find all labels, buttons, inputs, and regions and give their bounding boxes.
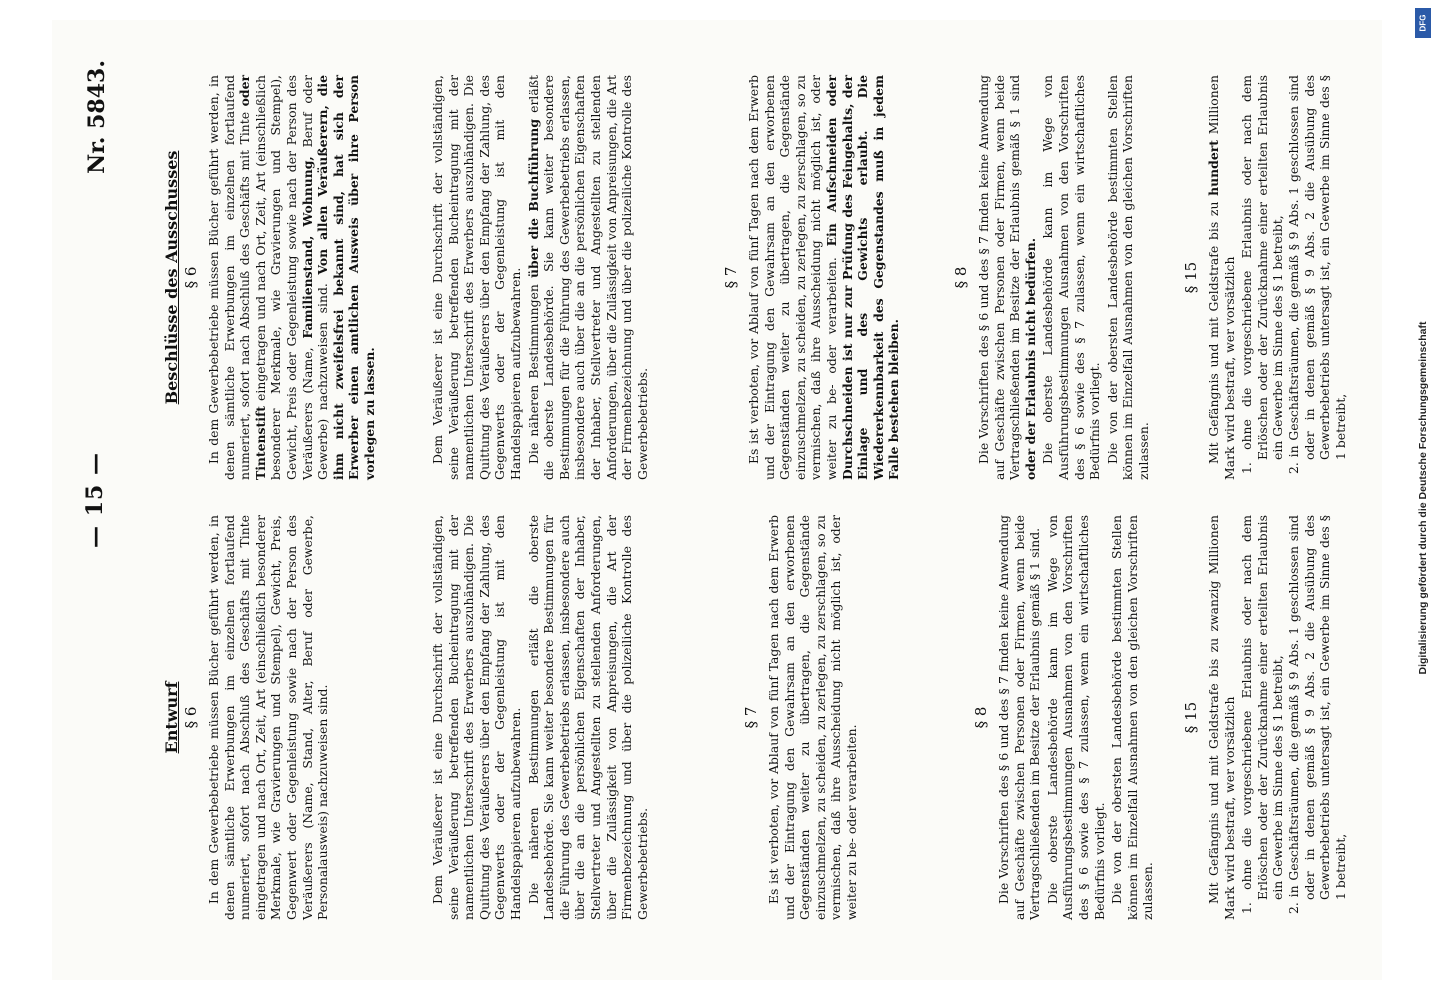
- paragraph: Dem Veräußerer ist eine Durchschrift der vollständigen, seine Veräußerung betreffenden Bucheintragung mit der namentlichen Unterschrift des Erwerbers auszuhändigen. Die Quittung des Veräußerers über den Empfang der Zahlung, des Gegenwerts oder der Gegenleistung ist mit den Handelspapieren aufzubewahren.: [430, 515, 523, 920]
- text-run: Die näheren Bestimmungen: [525, 277, 541, 464]
- paragraph: In dem Gewerbebetriebe müssen Bücher geführt werden, in denen sämtliche Erwerbungen im einzelnen fortlaufend numeriert, sofort nach Abschluß des Geschäfts mit Tinte eingetragen und nach Ort, Zeit, Art (einschließlich besonderer Merkmale, wie Gravierungen und Stempel), Gewicht, Preis, Gegenwert oder Gegenleistung sowie nach der Person des Veräußerers (Name, Stand, Alter, Beruf oder Gewerbe, Personalausweis) nachzuweisen sind.: [206, 515, 331, 920]
- paragraph: Die von der obersten Landesbehörde bestimmten Stellen können im Einzelfall Ausnahmen von den gleichen Vorschriften zulassen.: [1104, 75, 1151, 480]
- amended-text: oder der Erlaubnis nicht bedürfen.: [1022, 237, 1038, 480]
- text-run: In dem Gewerbebetriebe müssen Bücher geführt werden, in denen sämtliche Erwerbungen im einzelnen fortlaufend numeriert, sofort nach Abschluß des Geschäfts mit Tinte: [206, 75, 253, 480]
- section-heading: § 15: [1182, 701, 1200, 734]
- list-item: 1. ohne die vorgeschriebene Erlaubnis oder nach dem Erlöschen oder der Zurücknahme einer erteilten Erlaubnis ein Gewerbe im Sinne des § 1 betreibt,: [1239, 75, 1286, 474]
- paragraph: Die von der obersten Landesbehörde bestimmten Stellen können im Einzelfall Ausnahmen von den gleichen Vorschriften zulassen.: [1109, 515, 1156, 920]
- draft-section-6-continued: [430, 515, 652, 920]
- section-heading: § 8: [952, 266, 970, 289]
- text-run: Die Vorschriften des § 6 und des § 7 finden keine Anwendung auf Geschäfte zwischen Personen oder Firmen, wenn beide Vertragschließenden im Besitze der Erlaubnis gemäß § 1 sind: [976, 75, 1023, 480]
- amended-text: Ein Aufschneiden oder Durchschneiden ist nur zur Prüfung des Feingehalts, der Einlage und des Gewichts erlaubt. Die Wiedererkennbarkeit des Gegenstandes muß in jedem Falle bestehen bleiben.: [823, 74, 902, 480]
- section-heading: § 8: [972, 706, 990, 729]
- committee-column-title: Beschlüsse des Ausschusses: [162, 150, 181, 405]
- paragraph: [526, 75, 651, 480]
- paragraph: [1206, 75, 1237, 480]
- section-heading: § 6: [182, 266, 200, 289]
- amended-text: oder Tintenstift: [237, 75, 268, 480]
- committee-section-15: [1182, 75, 1348, 480]
- list-item: 1. ohne die vorgeschriebene Erlaubnis oder nach dem Erlöschen oder der Zurücknahme einer erteilten Erlaubnis ein Gewerbe im Sinne des § 1 betreibt,: [1239, 515, 1286, 914]
- paragraph: Die oberste Landesbehörde kann im Wege von Ausführungsbestimmungen Ausnahmen von den Vorschriften des § 6 sowie des § 7 zulassen, wenn ein wirtschaftliches Bedürfnis vorliegt.: [1040, 75, 1103, 480]
- text-run: erläßt die oberste Landesbehörde. Sie kann weiter besondere Bestimmungen für die Führung des Gewerbebetriebs erlassen, insbesondere auch über die an die persönlichen Eigenschaften der Inhaber, Stellvertreter und Angestellten zu stellenden Anforderungen, über die Zulässigkeit von Anpreisungen, die Art der Firmenbezeichnung und über die polizeiliche Kontrolle des Gewerbebetriebs.: [525, 75, 650, 480]
- paragraph: Die Vorschriften des § 6 und des § 7 finden keine Anwendung auf Geschäfte zwischen Personen oder Firmen, wenn beide Vertragschließenden im Besitze der Erlaubnis gemäß § 1 sind.: [996, 515, 1043, 920]
- paragraph: Dem Veräußerer ist eine Durchschrift der vollständigen, seine Veräußerung betreffenden Bucheintragung mit der namentlichen Unterschrift des Erwerbers auszuhändigen. Die Quittung des Veräußerers über den Empfang der Zahlung, des Gegenwerts oder der Gegenleistung ist mit den Handelspapieren aufzubewahren.: [430, 75, 523, 480]
- paragraph: [976, 75, 1038, 480]
- document-page: [52, 20, 1382, 980]
- list-item: 2. in Geschäftsräumen, die gemäß § 9 Abs. 1 geschlossen sind oder in denen gemäß § 9 Abs. 2 die Ausübung des Gewerbebetriebs untersagt ist, ein Gewerbe im Sinne des § 1 betreibt,: [1285, 75, 1348, 474]
- text-run: Mit Gefängnis und mit Geldstrafe bis zu: [1206, 195, 1221, 464]
- digitization-note-text: Digitalisierung gefördert durch die Deutsche Forschungsgemeinschaft: [1417, 321, 1429, 675]
- paragraph: [206, 75, 378, 480]
- text-run: Es ist verboten, vor Ablauf von fünf Tagen nach dem Erwerb und der Eintragung den Gewahrsam an den erworbenen Gegenständen weiter zu übertragen, die Gegenstände einzuschmelzen, zu scheiden, zu zerlegen, zu zerschlagen, so zu vermischen, daß ihre Ausscheidung nicht möglich ist, oder weiter zu be- oder verarbeiten.: [746, 75, 839, 480]
- committee-section-6-continued: [430, 75, 652, 480]
- section-heading: § 15: [1182, 261, 1200, 294]
- committee-column: [162, 74, 1348, 480]
- document-number: Nr. 5843.: [84, 60, 110, 174]
- draft-section-15: [1182, 515, 1348, 920]
- paragraph: Es ist verboten, vor Ablauf von fünf Tagen nach dem Erwerb und der Eintragung den Gewahrsam an den erworbenen Gegenständen weiter zu übertragen, die Gegenstände einzuschmelzen, zu scheiden, zu zerlegen, zu zerschlagen, so zu vermischen, daß ihre Ausscheidung nicht möglich ist, oder weiter zu be- oder verarbeiten.: [766, 515, 859, 920]
- page-number: — 15 —: [82, 452, 108, 548]
- dfg-logo-text: DFG: [1418, 14, 1428, 32]
- list-item: 2. in Geschäftsräumen, die gemäß § 9 Abs. 1 geschlossen sind oder in denen gemäß § 9 Abs. 2 die Ausübung des Gewerbebetriebs untersagt ist, ein Gewerbe im Sinne des § 1 betreibt,: [1285, 515, 1348, 914]
- committee-section-7: [722, 75, 904, 480]
- page-header: [82, 20, 122, 980]
- text-run: Millionen Mark wird bestraft, wer vorsätzlich: [1206, 75, 1237, 480]
- section-heading: § 6: [182, 706, 200, 729]
- amended-text: Familienstand, Wohnung,: [299, 156, 315, 339]
- committee-section-6: [182, 75, 380, 480]
- draft-section-6: [182, 515, 333, 920]
- amended-text: hundert: [1206, 140, 1221, 196]
- paragraph: Mit Gefängnis und mit Geldstrafe bis zu zwanzig Millionen Mark wird bestraft, wer vorsätzlich: [1206, 515, 1237, 920]
- text-run: Beruf oder Gewerbe) nachzuweisen sind.: [299, 74, 331, 480]
- draft-column-title: Entwurf: [162, 681, 181, 754]
- amended-text: über die Buchführung: [525, 119, 541, 278]
- draft-section-8: [972, 515, 1158, 920]
- committee-section-8: [952, 75, 1154, 480]
- section-heading: § 7: [722, 266, 740, 289]
- text-run: eingetragen und nach Ort, Zeit, Art (einschließlich besonderer Merkmale, wie Gravierungen und Stempel), Gewicht, Preis oder Gegenleistung sowie nach der Person des Veräußerers (Name,: [252, 75, 315, 480]
- digitization-note: [1412, 0, 1434, 1000]
- section-heading: § 7: [742, 706, 760, 729]
- paragraph: [746, 75, 902, 480]
- paragraph: Die oberste Landesbehörde kann im Wege von Ausführungsbestimmungen Ausnahmen von den Vorschriften des § 6 sowie des § 7 zulassen, wenn ein wirtschaftliches Bedürfnis vorliegt.: [1044, 515, 1107, 920]
- draft-section-7: [742, 515, 862, 920]
- paragraph: Die näheren Bestimmungen erläßt die oberste Landesbehörde. Sie kann weiter besondere Bestimmungen für die Führung des Gewerbebetriebs erlassen, insbesondere auch über die an die persönlichen Eigenschaften der Inhaber, Stellvertreter und Angestellten zu stellenden Anforderungen, über die Zulässigkeit von Anpreisungen, die Art der Firmenbezeichnung und über die polizeiliche Kontrolle des Gewerbebetriebs.: [525, 515, 650, 920]
- draft-column: [162, 515, 1348, 920]
- amended-text: Von allen Veräußerern, die ihm nicht zweifelsfrei bekannt sind, hat sich der Erwerber einen amtlichen Ausweis über ihre Person vorlegen zu lassen.: [315, 75, 377, 480]
